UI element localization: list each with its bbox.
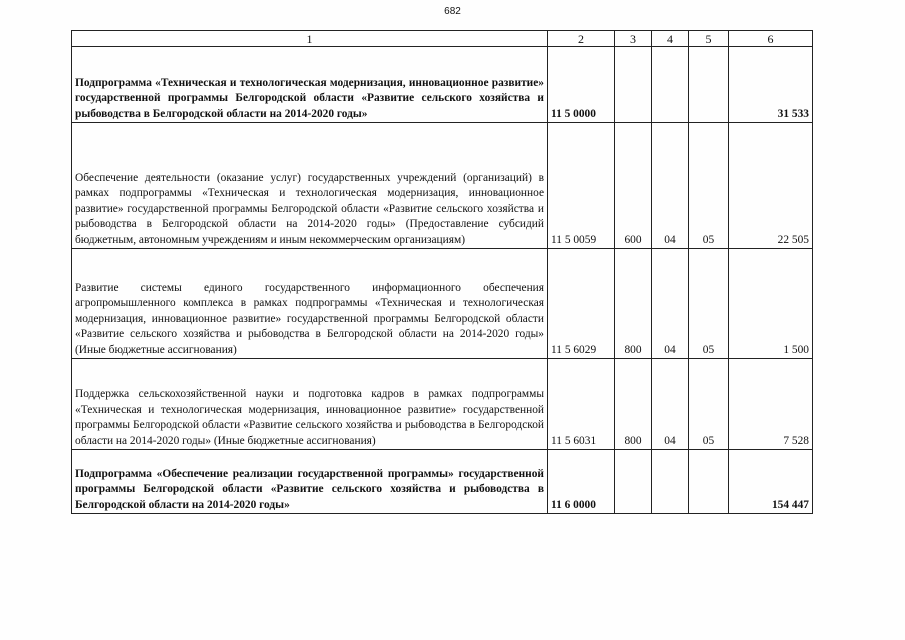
row-description: Подпрограмма «Обеспечение реализации государственной программы» государственной программы Белгородской области «Развитие сельского хозяйства и рыбоводства в Белгородской области на 2014-2020 годы» <box>72 450 548 514</box>
row-amount: 31 533 <box>729 47 813 123</box>
row-section: 04 <box>652 359 689 450</box>
page-number: 682 <box>444 6 461 17</box>
row-section <box>652 450 689 514</box>
row-target-code: 11 5 0059 <box>548 123 615 249</box>
table-header-row <box>72 31 813 47</box>
row-subsection <box>689 47 729 123</box>
row-section: 04 <box>652 123 689 249</box>
row-section <box>652 47 689 123</box>
column-header: 2 <box>548 31 615 47</box>
table-row <box>72 359 813 450</box>
row-expense-type <box>615 47 652 123</box>
row-subsection: 05 <box>689 359 729 450</box>
row-expense-type: 600 <box>615 123 652 249</box>
row-subsection <box>689 450 729 514</box>
row-amount: 154 447 <box>729 450 813 514</box>
column-header: 5 <box>689 31 729 47</box>
table-row <box>72 249 813 359</box>
column-header: 4 <box>652 31 689 47</box>
row-amount: 1 500 <box>729 249 813 359</box>
row-target-code: 11 6 0000 <box>548 450 615 514</box>
row-subsection: 05 <box>689 123 729 249</box>
column-header: 6 <box>729 31 813 47</box>
budget-table <box>71 30 813 514</box>
row-amount: 22 505 <box>729 123 813 249</box>
row-expense-type: 800 <box>615 359 652 450</box>
row-description: Развитие системы единого государственного информационного обеспечения агропромышленного комплекса в рамках подпрограммы «Техническая и технологическая модернизация, инновационное развитие» государственной программы Белгородской области «Развитие сельского хозяйства и рыбоводства в Белгородской области на 2014-2020 годы» (Иные бюджетные ассигнования) <box>72 249 548 359</box>
column-header: 1 <box>72 31 548 47</box>
table-row <box>72 450 813 514</box>
row-description: Поддержка сельскохозяйственной науки и подготовка кадров в рамках подпрограммы «Техническая и технологическая модернизация, инновационное развитие» государственной программы Белгородской области «Развитие сельского хозяйства и рыбоводства в Белгородской области на 2014-2020 годы» (Иные бюджетные ассигнования) <box>72 359 548 450</box>
row-target-code: 11 5 6029 <box>548 249 615 359</box>
row-target-code: 11 5 0000 <box>548 47 615 123</box>
row-description: Подпрограмма «Техническая и технологическая модернизация, инновационное развитие» государственной программы Белгородской области «Развитие сельского хозяйства и рыбоводства в Белгородской области на 2014-2020 годы» <box>72 47 548 123</box>
table-row <box>72 123 813 249</box>
row-amount: 7 528 <box>729 359 813 450</box>
row-target-code: 11 5 6031 <box>548 359 615 450</box>
row-description: Обеспечение деятельности (оказание услуг) государственных учреждений (организаций) в рамках подпрограммы «Техническая и технологическая модернизация, инновационное развитие» государственной программы Белгородской области «Развитие сельского хозяйства и рыбоводства в Белгородской области на 2014-2020 годы» (Предоставление субсидий бюджетным, автономным учреждениям и иным некоммерческим организациям) <box>72 123 548 249</box>
column-header: 3 <box>615 31 652 47</box>
row-subsection: 05 <box>689 249 729 359</box>
row-section: 04 <box>652 249 689 359</box>
row-expense-type: 800 <box>615 249 652 359</box>
row-expense-type <box>615 450 652 514</box>
table-row <box>72 47 813 123</box>
